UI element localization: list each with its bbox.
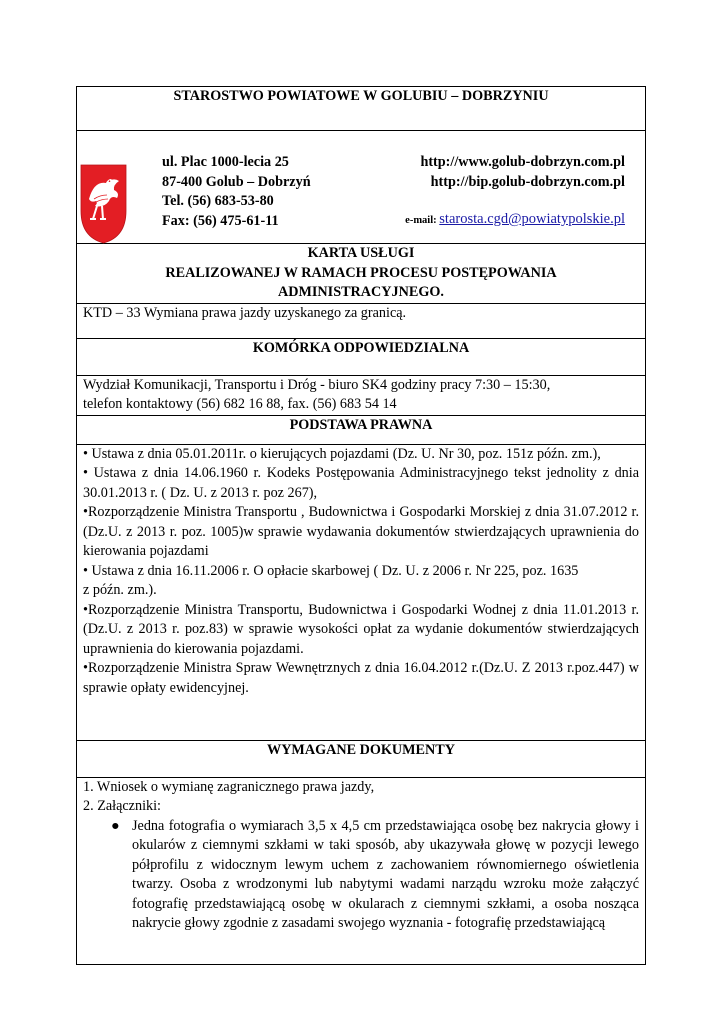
legal-item: •Rozporządzenie Ministra Transportu, Budownictwa i Gospodarki Wodnej z dnia 11.01.2013 r. (Dz.U. z 2013 r. poz.83) w sprawie wysokości opłat za wydanie dokumentów stwierdzających uprawnienia do kierowania pojazdami.: [83, 601, 639, 657]
phone-number: Tel. (56) 683-53-80: [162, 193, 274, 209]
web-block: [420, 153, 625, 192]
attachment-photo-text: Jedna fotografia o wymiarach 3,5 x 4,5 cm przedstawiająca osobę bez nakrycia głowy i okularów z ciemnymi szkłami w taki sposób, aby ukazywała głowę w pozycji lewego półprofilu z widocznym lewym uchem z zachowaniem równomiernego oświetlenia twarzy. Osoba z wrodzonymi lub nabytymi wadami narządu wzroku może załączyć fotografię przedstawiającą osobę w okularach z ciemnymi szkłami, a osoba nosząca nakrycie głowy zgodnie z zasadami swojego wyznania - fotografię przedstawiającą: [132, 817, 639, 931]
email-link[interactable]: starosta.cgd@powiatypolskie.pl: [439, 211, 625, 227]
bullet-icon: ●: [111, 817, 120, 834]
email-line: [405, 210, 625, 231]
fax-number: Fax: (56) 475-61-11: [162, 212, 279, 229]
card-heading-line2: REALIZOWANEJ W RAMACH PROCESU POSTĘPOWANIA: [165, 264, 557, 281]
coat-of-arms-icon: [80, 159, 127, 245]
responsible-details: [77, 375, 646, 415]
legal-item: z późn. zm.).: [83, 582, 157, 598]
website-link-bip[interactable]: http://bip.golub-dobrzyn.com.pl: [430, 173, 625, 190]
legal-item: •Rozporządzenie Ministra Spraw Wewnętrznych z dnia 16.04.2012 r.(Dz.U. Z 2013 r.poz.447) w sprawie opłaty ewidencyjnej.: [83, 660, 639, 696]
address-line-city: 87-400 Golub – Dobrzyń: [162, 173, 311, 190]
card-heading-line1: KARTA USŁUGI: [307, 245, 415, 261]
responsible-heading: KOMÓRKA ODPOWIEDZIALNA: [77, 338, 646, 375]
legal-item: • Ustawa z dnia 16.11.2006 r. O opłacie skarbowej ( Dz. U. z 2006 r. Nr 225, poz. 1635: [83, 562, 579, 579]
card-heading: [77, 244, 646, 304]
document-item-application: 1. Wniosek o wymianę zagranicznego prawa jazdy,: [83, 778, 375, 795]
email-label: e-mail:: [405, 215, 440, 226]
address-block: [162, 153, 311, 231]
legal-basis-heading: PODSTAWA PRAWNA: [77, 415, 646, 444]
responsible-line2: telefon kontaktowy (56) 682 16 88, fax. (56) 683 54 14: [83, 396, 397, 412]
service-code: KTD – 33 Wymiana prawa jazdy uzyskanego za granicą.: [77, 303, 646, 338]
service-card-table: [76, 86, 646, 965]
card-heading-line3: ADMINISTRACYJNEGO.: [278, 284, 444, 300]
office-title: STAROSTWO POWIATOWE W GOLUBIU – DOBRZYNIU: [77, 87, 646, 131]
required-documents-heading: WYMAGANE DOKUMENTY: [77, 740, 646, 777]
document-page: [76, 86, 646, 965]
required-documents-list: [77, 777, 646, 964]
responsible-line1: Wydział Komunikacji, Transportu i Dróg - biuro SK4 godziny pracy 7:30 – 15:30,: [83, 376, 551, 393]
contact-header: [77, 131, 646, 244]
document-item-attachments: 2. Załączniki:: [83, 798, 161, 814]
legal-item: •Rozporządzenie Ministra Transportu , Budownictwa i Gospodarki Morskiej z dnia 31.07.2012 r. (Dz.U. z 2013 r. poz. 1005)w sprawie wydawania dokumentów stwierdzających uprawnienia do kierowania pojazdami: [83, 504, 639, 559]
website-link-main[interactable]: http://www.golub-dobrzyn.com.pl: [420, 154, 625, 170]
address-line-street: ul. Plac 1000-lecia 25: [162, 154, 289, 170]
attachment-bullet-photo: [83, 817, 639, 934]
legal-item: • Ustawa z dnia 14.06.1960 r. Kodeks Postępowania Administracyjnego tekst jednolity z dnia 30.01.2013 r. ( Dz. U. z 2013 r. poz 267),: [83, 465, 639, 501]
legal-item: • Ustawa z dnia 05.01.2011r. o kierujących pojazdami (Dz. U. Nr 30, poz. 151z późn. zm.),: [83, 445, 601, 462]
legal-basis-list: [77, 444, 646, 740]
